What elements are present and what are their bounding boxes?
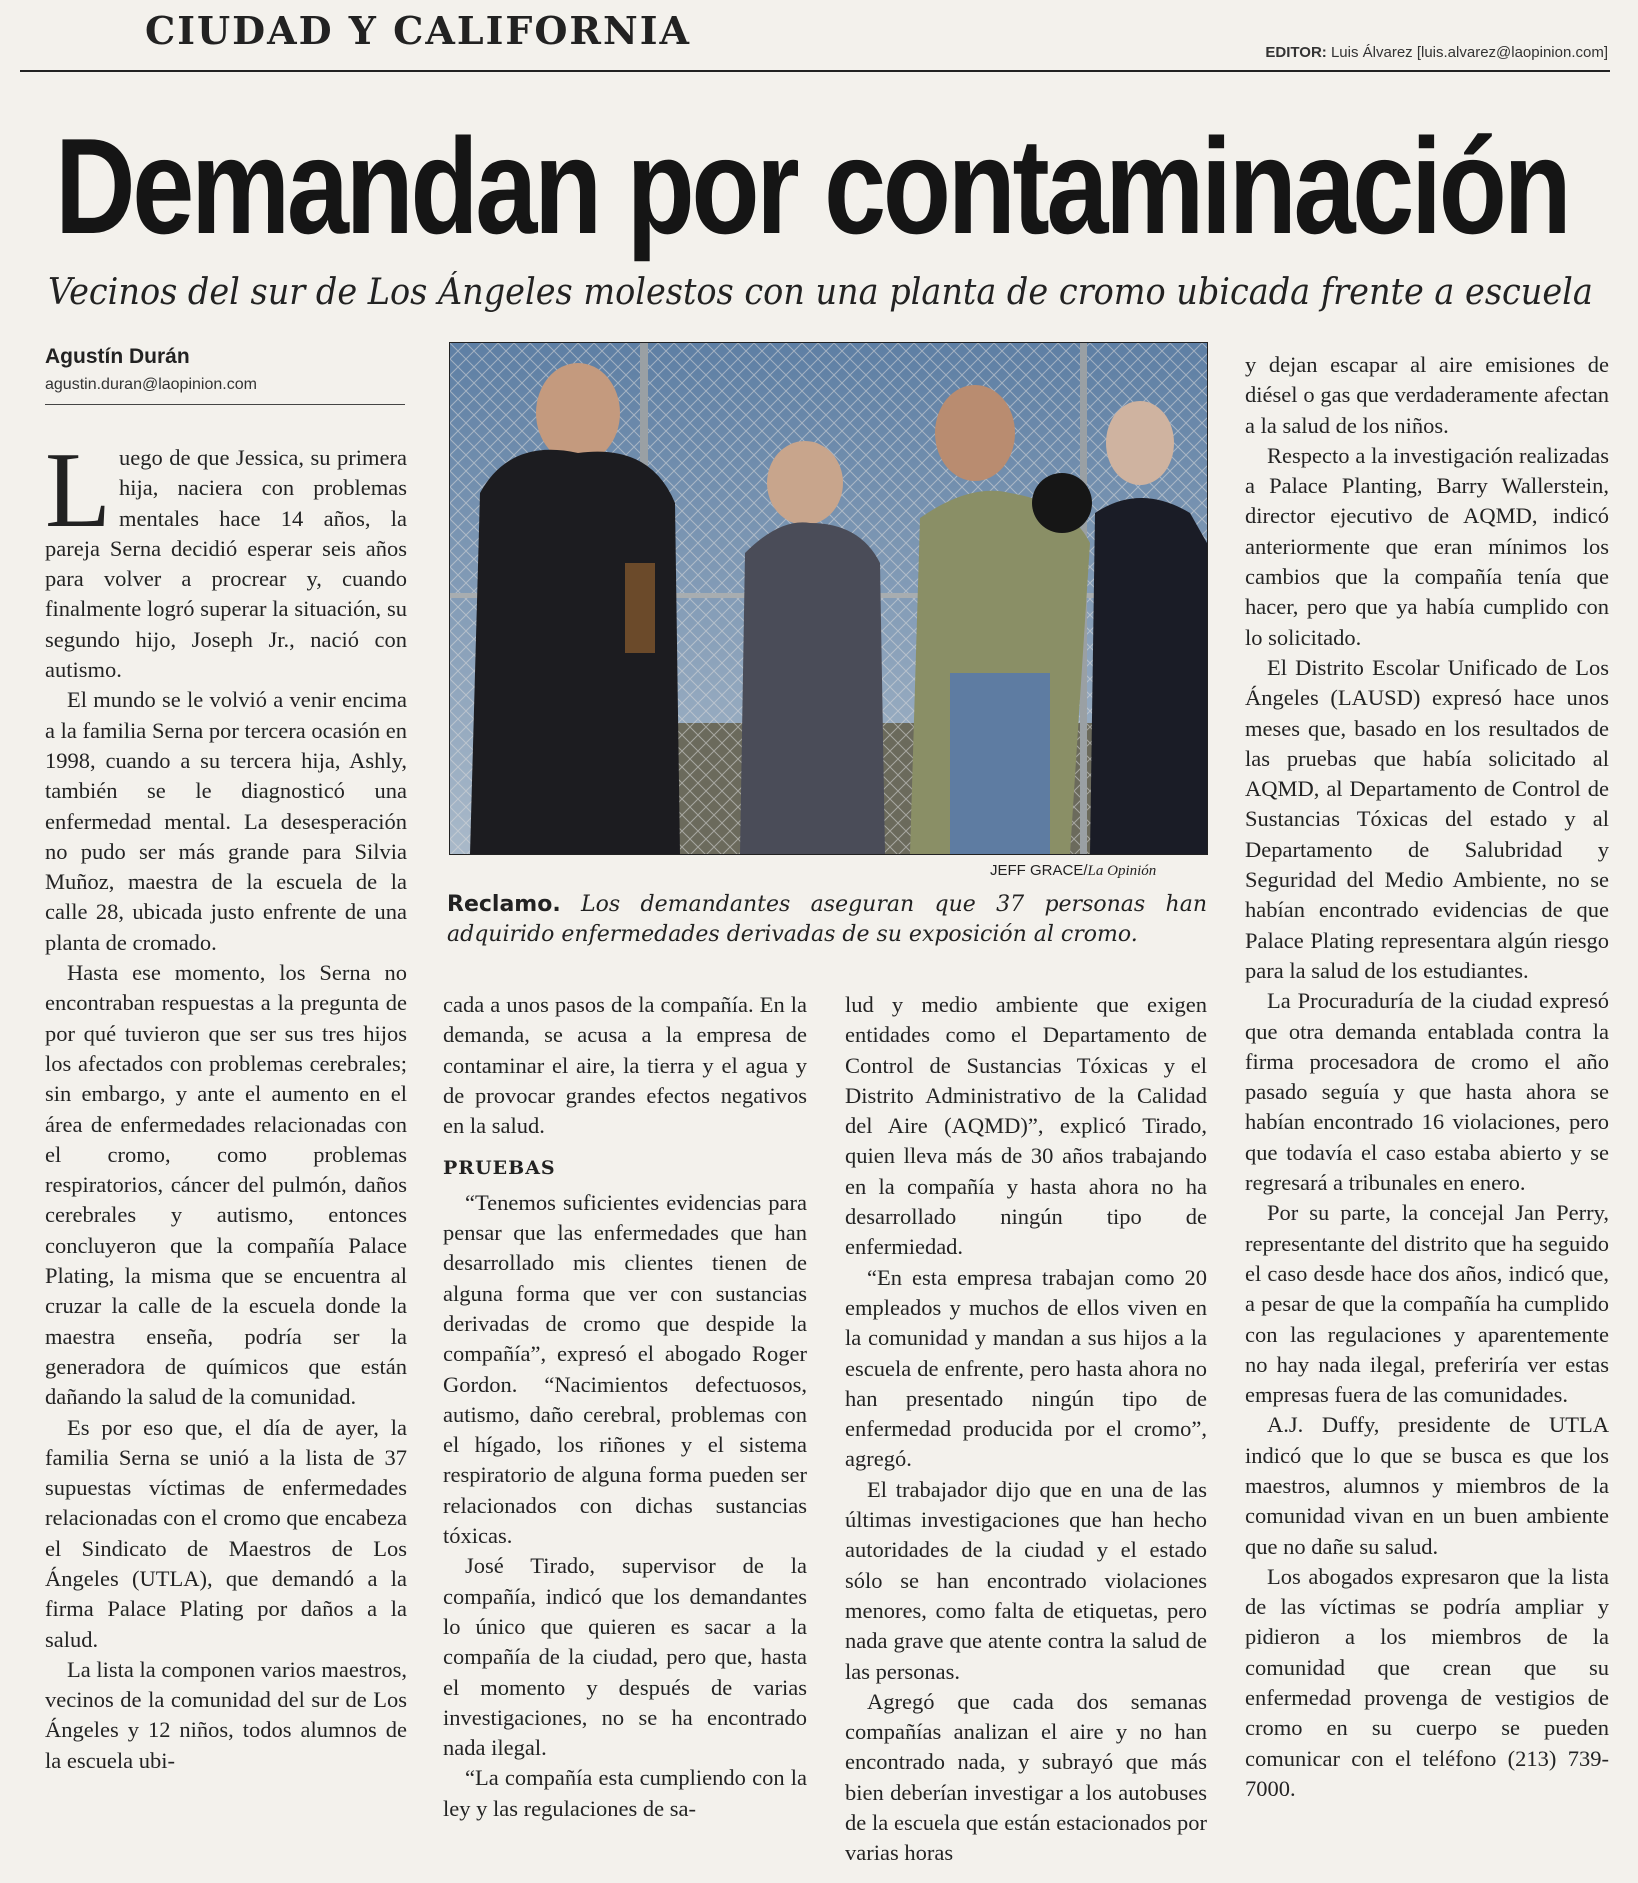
paragraph: La lista la componen varios maestros, vecinos de la comunidad del sur de Los Ángeles y 12 niños, todos alumnos de la escuela ubi- <box>45 1656 407 1773</box>
paragraph: El mundo se le volvió a venir encima a la familia Serna por tercera ocasión en 1998, cuando a su tercera hija, Ashly, también se le diagnosticó una enfermedad mental. La desesperación no pudo ser más grande para Silvia Muñoz, maestra de la escuela de la calle 28, ubicada justo enfrente de una planta de cromado. <box>45 687 407 955</box>
article-column-3 <box>845 990 1207 1869</box>
paragraph: Es por eso que, el día de ayer, la familia Serna se unió a la lista de 37 supuestas víctimas de enfermedades relacionadas con el cromo que encabeza el Sindicato de Maestros de Los Ángeles (UTLA), que demandó a la firma Palace Plating por daños a la salud. <box>45 1414 407 1652</box>
subheadline: Vecinos del sur de Los Ángeles molestos con una planta de cromo ubicada frente a escuela <box>48 272 1593 313</box>
article-column-1 <box>45 431 407 1776</box>
paragraph: La Procuraduría de la ciudad expresó que otra demanda entablada contra la firma procesadora de cromo el año pasado seguía y que hasta ahora se habían encontrado 16 violaciones, pero que todavía el caso estaba abierto y se regresará a tribunales en enero. <box>1245 988 1609 1196</box>
article-column-4 <box>1245 350 1609 1804</box>
paragraph: “Tenemos suficientes evidencias para pensar que las enfermedades que han desarrollado mis clientes tienen de alguna forma que ver con sustancias derivadas de cromo que despide la compañía”, expresó el abogado Roger Gordon. “Nacimientos defectuosos, autismo, daño cerebral, problemas con el hígado, los riñones y el sistema respiratorio de alguna forma pueden ser relacionados con dichas sustancias tóxicas. <box>443 1189 807 1549</box>
caption-lead: Reclamo. <box>447 892 561 917</box>
editor-value: Luis Álvarez [luis.alvarez@laopinion.com] <box>1330 44 1608 61</box>
paragraph: El Distrito Escolar Unificado de Los Ángeles (LAUSD) expresó hace unos meses que, basado en los resultados de las pruebas que había solicitado al AQMD, al Departamento de Control de Sustancias Tóxicas del estado y al Departamento de Salubridad y Seguridad del Medio Ambiente, no se habían encontrado evidencias de que Palace Plating representara algún riesgo para la salud de los estudiantes. <box>1245 654 1609 983</box>
paragraph: y dejan escapar al aire emisiones de diésel o gas que verdaderamente afectan a la salud de los niños. <box>1245 352 1609 438</box>
byline-email: agustin.duran@laopinion.com <box>45 376 257 393</box>
editor-label: EDITOR: <box>1265 44 1327 61</box>
paragraph: Los abogados expresaron que la lista de las víctimas se podría ampliar y pidieron a los miembros de la comunidad que crean que su enfermedad provenga de vestigios de cromo en su cuerpo se pueden comunicar con el teléfono (213) 739-7000. <box>1245 1563 1609 1801</box>
paragraph: El trabajador dijo que en una de las últimas investigaciones que han hecho autoridades de la ciudad y el estado sólo se han encontrado violaciones menores, como falta de etiquetas, pero nada grave que atente contra la salud de las personas. <box>845 1476 1207 1684</box>
section-title: CIUDAD Y CALIFORNIA <box>145 8 692 53</box>
masthead-rule <box>20 70 1610 72</box>
paragraph: Por su parte, la concejal Jan Perry, representante del distrito que ha seguido el caso desde hace dos años, indicó que, a pesar de que la compañía ha cumplido con las regulaciones y aparentemente no hay nada ilegal, preferiría ver estas empresas fuera de las comunidades. <box>1245 1200 1609 1408</box>
photo-credit-publication: La Opinión <box>1087 863 1157 879</box>
paragraph: “En esta empresa trabajan como 20 empleados y muchos de ellos viven en la comunidad y mandan a sus hijos a la escuela de enfrente, pero hasta ahora no han presentado ningún tipo de enfermedad producida por el cromo”, agregó. <box>845 1264 1207 1472</box>
paragraph: cada a unos pasos de la compañía. En la demanda, se acusa a la empresa de contaminar el aire, la tierra y el agua y de provocar grandes efectos negativos en la salud. <box>443 992 807 1139</box>
byline-rule <box>45 404 405 405</box>
paragraph: Luego de que Jessica, su primera hija, naciera con problemas mentales hace 14 años, la pareja Serna decidió esperar seis años para volver a procrear y, cuando finalmente logró superar la situación, su segundo hijo, Joseph Jr., nació con autismo. <box>45 431 407 683</box>
article-column-2 <box>443 990 807 1824</box>
editor-credit <box>1265 44 1608 61</box>
section-subhead: PRUEBAS <box>443 1157 556 1180</box>
photo-credit <box>990 862 1156 880</box>
paragraph: lud y medio ambiente que exigen entidades como el Departamento de Control de Sustancias Tóxicas y el Distrito Administrativo de la Calidad del Aire (AQMD)”, explicó Tirado, quien lleva más de 30 años trabajando en la compañía y hasta ahora no ha desarrollado ningún tipo de enfermiedad. <box>845 992 1207 1260</box>
paragraph: Hasta ese momento, los Serna no encontraban respuestas a la pregunta de por qué tuvieron que ser sus tres hijos los afectados con problemas cerebrales; sin embargo, y ante el aumento en el área de enfermedades relacionadas con el cromo, como problemas respiratorios, cáncer del pulmón, daños cerebrales y autismo, entonces concluyeron que la compañía Palace Plating, la misma que se encuentra al cruzar la calle de la escuela donde la maestra enseña, podría ser la generadora de químicos que están dañando la salud de la comunidad. <box>45 960 407 1410</box>
photo-illustration <box>450 343 1207 854</box>
paragraph: Agregó que cada dos semanas compañías analizan el aire y no han encontrado nada, y subrayó que más bien deberían investigar a los autobuses de la escuela que están estacionados por varias horas <box>845 1688 1207 1866</box>
paragraph: Respecto a la investigación realizadas a Palace Planting, Barry Wallerstein, director ejecutivo de AQMD, indicó anteriormente que eran mínimos los cambios que la compañía tenía que hacer, pero que ya había cumplido con lo solicitado. <box>1245 442 1609 650</box>
headline: Demandan por contaminación <box>55 110 1569 262</box>
photo-caption <box>447 890 1207 950</box>
paragraph: “La compañía esta cumpliendo con la ley y las regulaciones de sa- <box>443 1765 807 1821</box>
drop-cap: L <box>45 431 111 550</box>
byline-author: Agustín Durán <box>45 345 190 368</box>
paragraph: José Tirado, supervisor de la compañía, indicó que los demandantes lo único que quieren es sacar a la compañía de la ciudad, pero que, hasta el momento y después de varias investigaciones, no se ha encontrado nada ilegal. <box>443 1553 807 1761</box>
caption-text: Los demandantes aseguran que 37 personas han adquirido enfermedades derivadas de su exposición al cromo. <box>447 892 1207 947</box>
paragraph: A.J. Duffy, presidente de UTLA indicó que lo que se busca es que los maestros, alumnos y miembros de la comunidad vivan en un buen ambiente que no dañe su salud. <box>1245 1412 1609 1559</box>
photo-credit-name: JEFF GRACE/ <box>990 862 1088 879</box>
news-photo <box>449 342 1208 855</box>
